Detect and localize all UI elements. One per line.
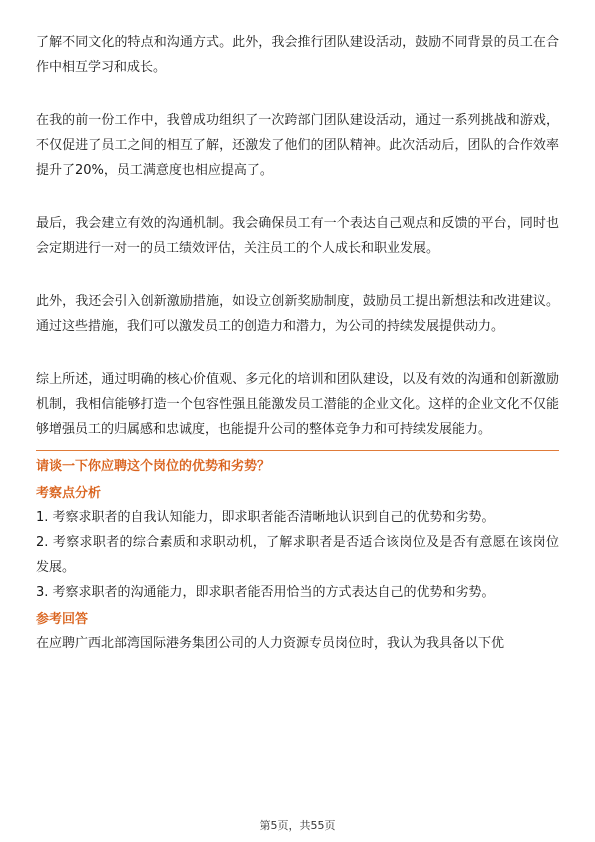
paragraph: 了解不同文化的特点和沟通方式。此外，我会推行团队建设活动，鼓励不同背景的员工在合作中相互学习和成长。 <box>36 35 559 75</box>
document-body <box>36 30 559 656</box>
paragraph: 此外，我还会引入创新激励措施，如设立创新奖励制度，鼓励员工提出新想法和改进建议。通过这些措施，我们可以激发员工的创造力和潜力，为公司的持续发展提供动力。 <box>36 294 559 334</box>
question-heading: 请谈一下你应聘这个岗位的优势和劣势？ <box>36 459 271 474</box>
list-item: 3. 考察求职者的沟通能力，即求职者能否用恰当的方式表达自己的优势和劣势。 <box>36 585 495 600</box>
page-number: 第5页，共55页 <box>259 819 336 832</box>
list-item: 2. 考察求职者的综合素质和求职动机，了解求职者是否适合该岗位及是否有意愿在该岗位发展。 <box>36 535 559 575</box>
paragraph: 最后，我会建立有效的沟通机制。我会确保员工有一个表达自己观点和反馈的平台，同时也会定期进行一对一的员工绩效评估，关注员工的个人成长和职业发展。 <box>36 216 559 256</box>
analysis-heading: 考察点分析 <box>36 486 102 501</box>
answer-text: 在应聘广西北部湾国际港务集团公司的人力资源专员岗位时，我认为我具备以下优 <box>36 636 505 651</box>
paragraph: 在我的前一份工作中，我曾成功组织了一次跨部门团队建设活动，通过一系列挑战和游戏，不仅促进了员工之间的相互了解，还激发了他们的团队精神。此次活动后，团队的合作效率提升了20%，员工满意度也相应提高了。 <box>36 113 559 178</box>
list-item: 1. 考察求职者的自我认知能力，即求职者能否清晰地认识到自己的优势和劣势。 <box>36 510 495 525</box>
section-divider <box>36 450 559 451</box>
analysis-list <box>36 505 559 605</box>
paragraph: 综上所述，通过明确的核心价值观、多元化的培训和团队建设，以及有效的沟通和创新激励机制，我相信能够打造一个包容性强且能激发员工潜能的企业文化。这样的企业文化不仅能够增强员工的归属感和忠诚度，也能提升公司的整体竞争力和可持续发展能力。 <box>36 372 559 437</box>
answer-heading: 参考回答 <box>36 612 89 627</box>
